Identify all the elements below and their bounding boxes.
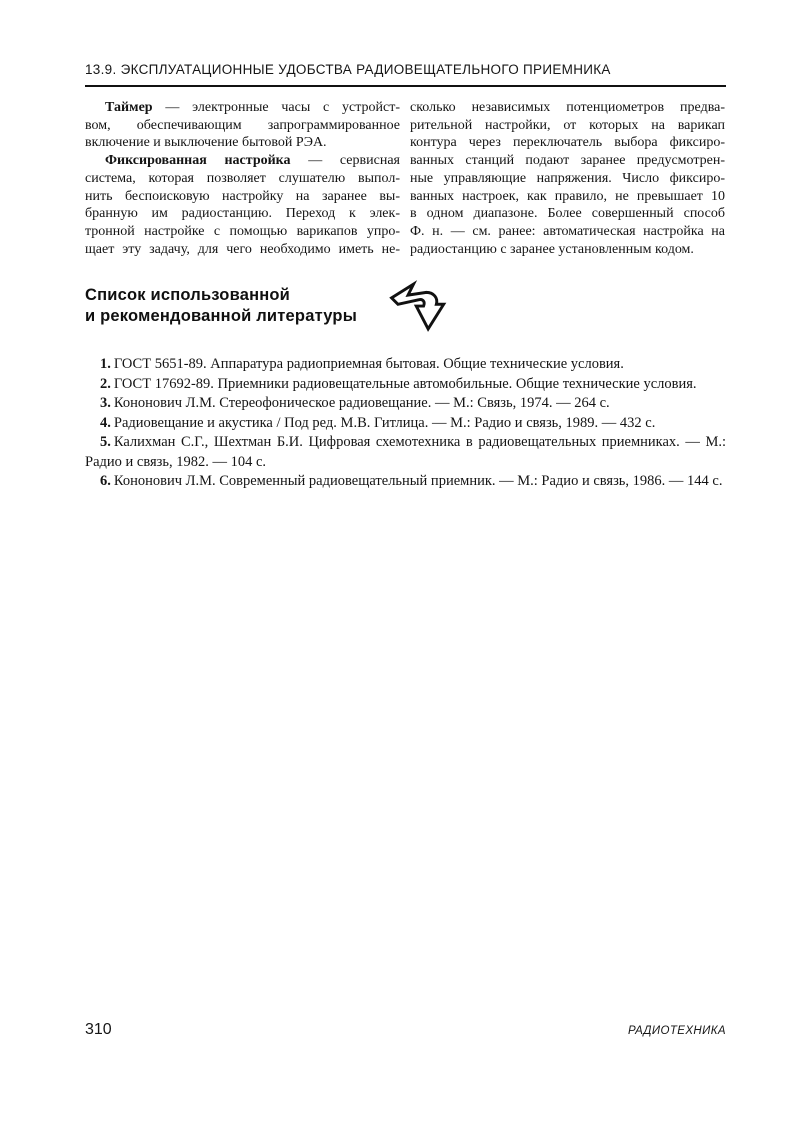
reference-item: 6. Кононович Л.М. Современный радиовещательный приемник. — М.: Радио и связь, 1986. — 144 с. — [100, 473, 723, 490]
reference-number: 1. — [100, 356, 111, 373]
reference-number: 4. — [100, 414, 111, 431]
page-footer — [85, 1021, 726, 1039]
text-line: вом, обеспечивающим запрограммированное — [85, 117, 400, 133]
reference-number: 2. — [100, 375, 111, 392]
text-line: Ф. н. — см. ранее: автоматическая настройка на — [410, 223, 725, 239]
right-column — [410, 99, 725, 258]
running-header: 13.9. ЭКСПЛУАТАЦИОННЫЕ УДОБСТВА РАДИОВЕЩАТЕЛЬНОГО ПРИЕМНИКА — [85, 62, 611, 77]
reference-number: 6. — [100, 473, 111, 490]
reference-list — [85, 355, 726, 492]
reference-item: 4. Радиовещание и акустика / Под ред. М.В. Гитлица. — М.: Радио и связь, 1989. — 432 с. — [100, 414, 656, 431]
text-line: радиостанцию с заранее установленным кодом. — [410, 241, 694, 257]
text-line: Таймер — электронные часы с устройст- — [105, 100, 400, 115]
text-line: бранную им радиостанцию. Переход к элек- — [85, 206, 400, 222]
reference-number: 3. — [100, 395, 111, 412]
text-line: сколько независимых потенциометров предва- — [410, 100, 725, 115]
running-title: РАДИОТЕХНИКА — [628, 1025, 726, 1037]
section-title-line2: и рекомендованной литературы — [85, 307, 357, 326]
reference-number: 5. — [100, 434, 111, 451]
term-bold: Таймер — [105, 100, 153, 115]
term-bold: Фиксированная настройка — [105, 153, 291, 169]
page-content — [85, 62, 726, 492]
text-line: рительной настройки, от которых на варикап — [410, 117, 725, 133]
reference-item: 2. ГОСТ 17692-89. Приемники радиовещательные автомобильные. Общие технические условия. — [100, 375, 697, 392]
text-line: нить беспоисковую настройку на заранее вы- — [85, 188, 400, 204]
text-line: система, которая позволяет слушателю выпол- — [85, 170, 400, 186]
text-line: щает эту задачу, для чего необходимо иметь не- — [85, 241, 400, 257]
page-number: 310 — [85, 1021, 112, 1038]
text-line: контура через переключатель выбора фиксиро- — [410, 135, 725, 151]
ribbon-arrow-down-icon — [387, 278, 451, 341]
article-body — [85, 99, 726, 258]
text-line: в одном диапазоне. Более совершенный способ — [410, 206, 725, 222]
text-line: тронной настройке с помощью варикапов упро- — [85, 223, 400, 239]
header-rule — [85, 85, 726, 87]
section-title-line1: Список использованной — [85, 286, 291, 305]
reference-item: 3. Кононович Л.М. Стереофоническое радиовещание. — М.: Связь, 1974. — 264 с. — [100, 395, 610, 412]
text-line: Фиксированная настройка — сервисная — [105, 153, 400, 169]
left-column — [85, 99, 400, 258]
text-line: включение и выключение бытовой РЭА. — [85, 135, 327, 151]
text-line: ванных станций подают заранее предусмотрен- — [410, 153, 725, 169]
reference-item: 1. ГОСТ 5651-89. Аппаратура радиоприемная бытовая. Общие технические условия. — [100, 356, 624, 373]
text-line: ные управляющие напряжения. Число фиксиро- — [410, 170, 725, 186]
section-title — [85, 285, 357, 327]
text-line: ванных настроек, как правило, не превышает 10 — [410, 188, 725, 204]
section-heading-block — [85, 285, 726, 341]
reference-item: 5. Калихман С.Г., Шехтман Б.И. Цифровая схемотехника в радиовещательных приемниках. — М.: Радио и связь, 1982. — 104 с. — [85, 434, 726, 470]
